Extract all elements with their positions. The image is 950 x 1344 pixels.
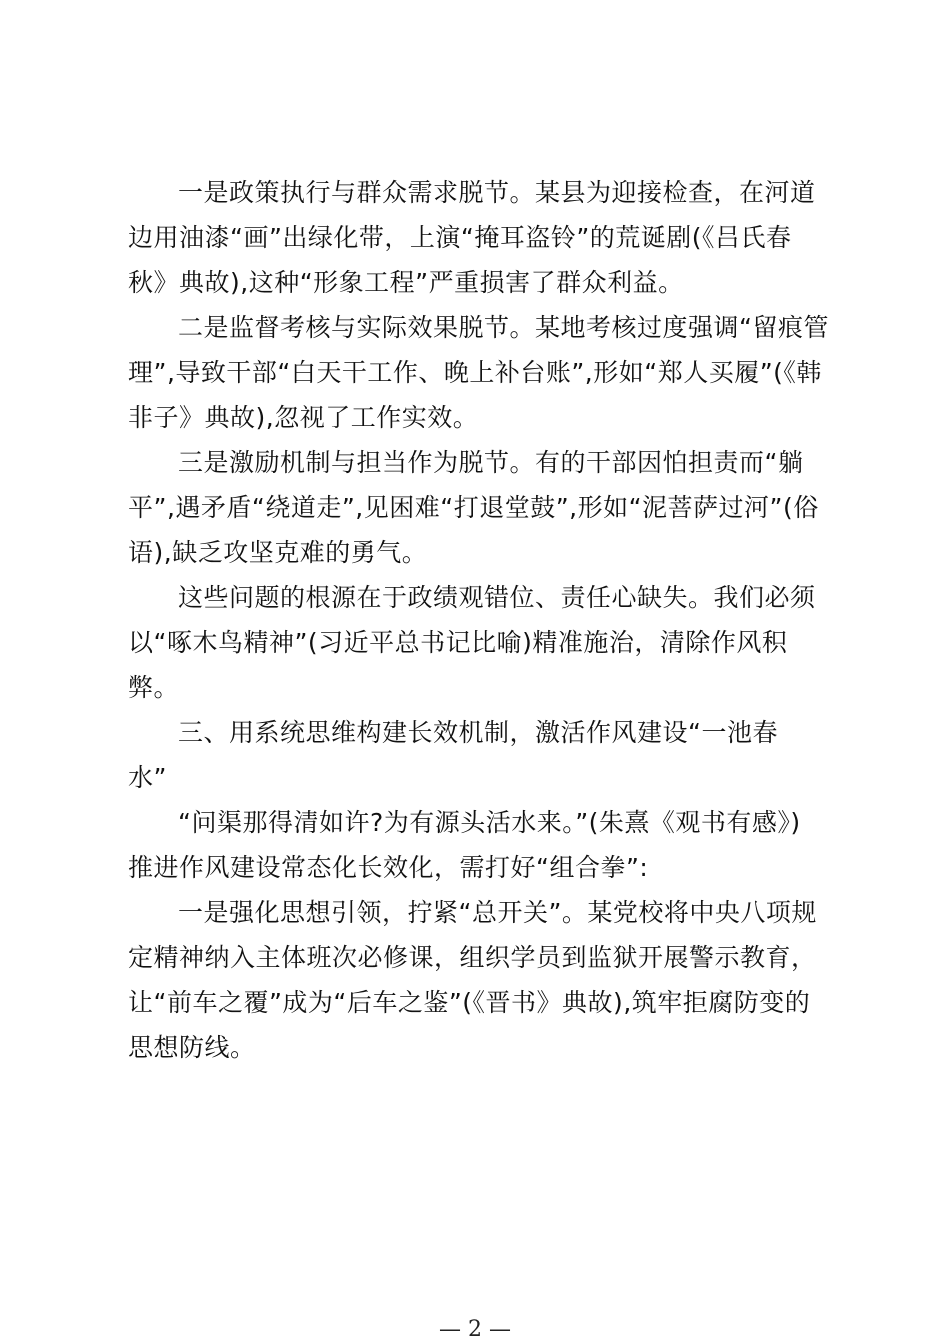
text-line: 弊。: [128, 673, 180, 702]
text-line: 让“前车之覆”成为“后车之鉴”(《晋书》典故),筑牢拒腐防变的: [128, 988, 811, 1017]
text-line: 三是激励机制与担当作为脱节。有的干部因怕担责而“躺: [178, 448, 804, 477]
paragraph-root-cause: [128, 575, 838, 710]
text-line: 一是强化思想引领，拧紧“总开关”。某党校将中央八项规: [178, 898, 817, 927]
paragraph-policy-execution: [128, 170, 838, 305]
text-line: “问渠那得清如许?为有源头活水来。”(朱熹《观书有感》): [178, 808, 801, 837]
text-line: 平”,遇矛盾“绕道走”,见困难“打退堂鼓”,形如“泥菩萨过河”(俗: [128, 493, 819, 522]
text-line: 这些问题的根源在于政绩观错位、责任心缺失。我们必须: [178, 583, 816, 612]
paragraph-incentive: [128, 440, 838, 575]
text-line: 秋》典故),这种“形象工程”严重损害了群众利益。: [128, 268, 684, 297]
text-line: 理”,导致干部“白天干工作、晚上补台账”,形如“郑人买履”(《韩: [128, 358, 822, 387]
text-line: 语),缺乏攻坚克难的勇气。: [128, 538, 428, 567]
text-line: 以“啄木鸟精神”(习近平总书记比喻)精准施治，清除作风积: [128, 628, 788, 657]
paragraph-quote: [128, 800, 838, 890]
section-heading-three: [128, 710, 838, 800]
text-line: 边用油漆“画”出绿化带，上演“掩耳盗铃”的荒诞剧(《吕氏春: [128, 223, 792, 252]
text-line: 水”: [128, 763, 167, 792]
text-line: 定精神纳入主体班次必修课，组织学员到监狱开展警示教育，: [128, 943, 817, 972]
text-line: 三、用系统思维构建长效机制，激活作风建设“一池春: [178, 718, 778, 747]
body-text: [128, 170, 838, 1070]
text-line: 非子》典故),忽视了工作实效。: [128, 403, 479, 432]
paragraph-supervision: [128, 305, 838, 440]
text-line: 推进作风建设常态化长效化，需打好“组合拳”:: [128, 853, 649, 882]
paragraph-ideological-guidance: [128, 890, 838, 1070]
text-line: 一是政策执行与群众需求脱节。某县为迎接检查，在河道: [178, 178, 816, 207]
page-number: — 2 —: [439, 1317, 511, 1342]
text-line: 思想防线。: [128, 1033, 256, 1062]
text-line: 二是监督考核与实际效果脱节。某地考核过度强调“留痕管: [178, 313, 829, 342]
